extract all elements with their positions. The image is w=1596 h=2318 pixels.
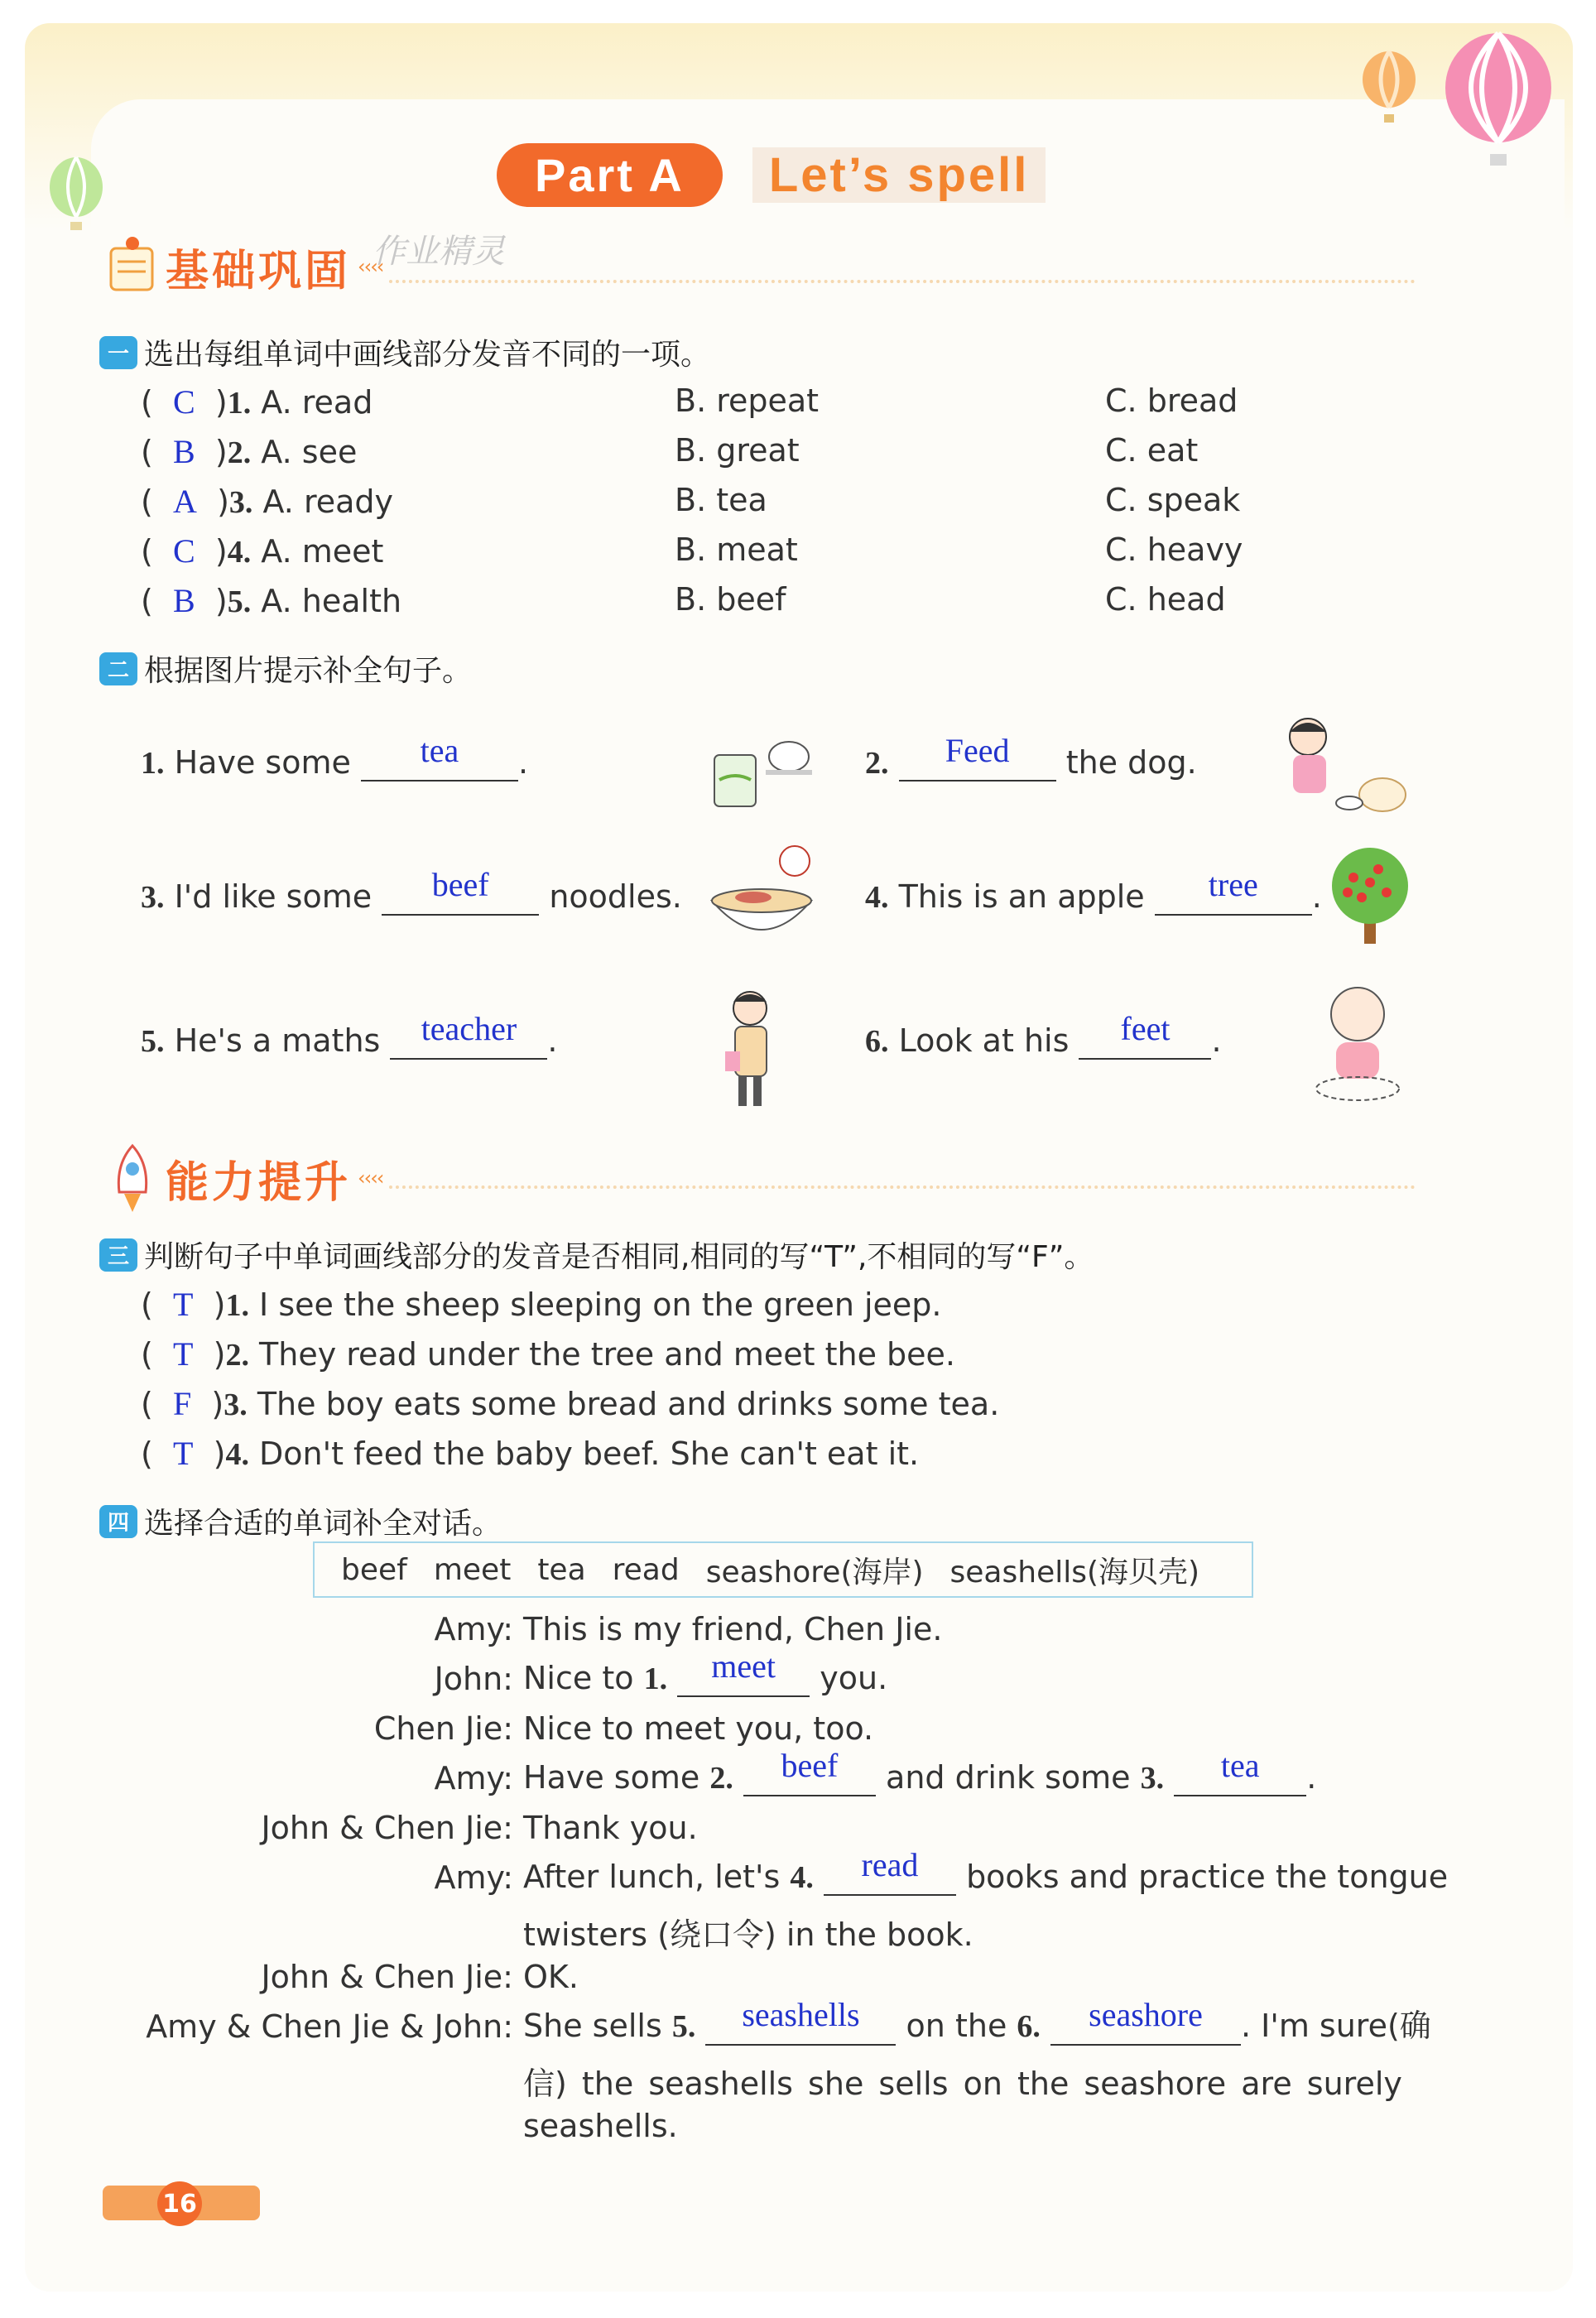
instruction: 判断句子中单词画线部分的发音是否相同,相同的写“T”,不相同的写“F”。: [144, 1240, 1094, 1274]
answer: A: [173, 483, 197, 520]
word-bank-item: seashore(海岸): [705, 1555, 924, 1589]
dialogue-line: Thank you.: [523, 1810, 698, 1846]
answer-blank: teacher: [390, 1015, 547, 1060]
question-number: 一: [99, 336, 137, 369]
answer-blank: tree: [1155, 871, 1312, 916]
q1-option-b: B. tea: [675, 482, 767, 518]
speaker: John & Chen Jie:: [261, 1810, 513, 1846]
q2-item-3: 3. I'd like some beef noodles.: [141, 866, 682, 915]
girl-dog-icon: [1267, 714, 1416, 821]
answer-blank: beef: [743, 1752, 876, 1796]
divider: [389, 1185, 1416, 1189]
answer: T: [173, 1435, 194, 1472]
q1-option-b: B. great: [675, 432, 800, 469]
answer: B: [173, 582, 195, 619]
word-bank-item: tea: [537, 1552, 586, 1587]
section-label-basic: 基础巩固: [166, 246, 352, 296]
question-2-heading: [99, 647, 472, 690]
q1-item: ( B )2. A. see: [141, 433, 358, 470]
dialogue-line: seashells.: [523, 2108, 678, 2144]
instruction: 根据图片提示补全句子。: [144, 654, 473, 688]
answer-blank: Feed: [899, 737, 1056, 781]
q1-option-c: C. speak: [1105, 482, 1241, 518]
answer-blank: tea: [1174, 1752, 1306, 1796]
q2-item-5: 5. He's a maths teacher .: [141, 1010, 558, 1059]
speaker: Chen Jie:: [373, 1710, 513, 1747]
page-number: 16: [157, 2181, 202, 2226]
question-number: 二: [99, 652, 137, 685]
dialogue-line: OK.: [523, 1959, 579, 1995]
tea-icon: [708, 722, 815, 813]
dialogue-line: After lunch, let's 4. read books and practice the tongue: [523, 1846, 1449, 1895]
baby-icon: [1308, 981, 1407, 1105]
q3-item: ( T )2. They read under the tree and meet the bee.: [141, 1335, 955, 1373]
q3-item: ( T )4. Don't feed the baby beef. She can't eat it.: [141, 1435, 920, 1472]
q1-item: ( C )1. A. read: [141, 383, 373, 421]
q2-item-4: 4. This is an apple tree .: [865, 866, 1322, 915]
balloon-left-icon: [43, 156, 109, 238]
answer-blank: feet: [1079, 1015, 1211, 1060]
answer: B: [173, 433, 195, 470]
rocket-icon: [99, 1142, 166, 1214]
speaker: Amy:: [434, 1859, 513, 1896]
page-title: [497, 139, 1046, 210]
speaker: Amy:: [434, 1760, 513, 1796]
arrows-decoration: ‹‹‹‹: [358, 1166, 383, 1190]
answer-blank: beef: [382, 871, 539, 916]
answer: C: [173, 383, 195, 421]
q1-item: ( C )4. A. meet: [141, 532, 384, 570]
dialogue-line: This is my friend, Chen Jie.: [523, 1611, 943, 1647]
dialogue-line: twisters (绕口令) in the book.: [523, 1916, 973, 1953]
dialogue-line: Nice to meet you, too.: [523, 1710, 874, 1747]
balloon-small-icon: [1358, 50, 1421, 129]
instruction: 选择合适的单词补全对话。: [144, 1507, 502, 1541]
q1-item: ( A )3. A. ready: [141, 483, 394, 520]
q2-item-2: 2. Feed the dog.: [865, 732, 1197, 781]
dialogue-line: Have some 2. beef and drink some 3. tea .: [523, 1747, 1317, 1796]
answer-blank: seashells: [705, 2001, 896, 2046]
section-heading-basic: [99, 235, 382, 298]
answer-blank: read: [824, 1851, 956, 1896]
answer: C: [173, 532, 195, 570]
dialogue-line: Nice to 1. meet you.: [523, 1647, 888, 1696]
word-bank: [313, 1541, 1253, 1598]
speaker: Amy:: [434, 1611, 513, 1647]
q1-option-c: C. bread: [1105, 382, 1238, 419]
watermark: 作业精灵: [373, 233, 505, 271]
arrows-decoration: ‹‹‹‹: [358, 255, 383, 278]
question-1-heading: [99, 331, 710, 373]
part-label: Part A: [497, 143, 723, 207]
answer-blank: meet: [677, 1652, 810, 1697]
speaker: John:: [434, 1661, 513, 1697]
answer: T: [173, 1335, 194, 1373]
beef-noodles-icon: [704, 843, 828, 950]
answer-blank: seashore: [1050, 2001, 1241, 2046]
apple-tree-icon: [1324, 844, 1416, 950]
question-number: 四: [99, 1505, 137, 1538]
word-bank-item: meet: [433, 1552, 512, 1587]
word-bank-item: beef: [341, 1552, 407, 1587]
teacher-icon: [714, 985, 788, 1109]
q1-option-c: C. eat: [1105, 432, 1199, 469]
q2-item-1: 1. Have some tea .: [141, 732, 529, 781]
section-heading-advanced: [99, 1142, 382, 1214]
section-label-advanced: 能力提升: [166, 1157, 352, 1208]
answer: F: [173, 1385, 192, 1422]
dialogue-line: She sells 5. seashells on the 6. seashore . I'm sure(确: [523, 1996, 1431, 2044]
q1-option-b: B. repeat: [675, 382, 820, 419]
q1-option-b: B. beef: [675, 581, 786, 618]
q3-item: ( T )1. I see the sheep sleeping on the green jeep.: [141, 1286, 942, 1323]
scroll-icon: [99, 235, 166, 298]
question-3-heading: [99, 1234, 1094, 1276]
speaker: Amy & Chen Jie & John:: [146, 2008, 513, 2045]
divider: [389, 280, 1416, 283]
answer: T: [173, 1286, 194, 1323]
q2-item-6: 6. Look at his feet .: [865, 1010, 1222, 1059]
word-bank-item: seashells(海贝壳): [949, 1555, 1200, 1589]
word-bank-item: read: [612, 1552, 680, 1587]
q1-option-c: C. heavy: [1105, 531, 1243, 568]
q3-item: ( F )3. The boy eats some bread and drinks some tea.: [141, 1385, 1000, 1422]
answer-blank: tea: [361, 737, 518, 781]
q1-option-c: C. head: [1105, 581, 1226, 618]
instruction: 选出每组单词中画线部分发音不同的一项。: [144, 338, 711, 372]
lesson-title: Let’s spell: [752, 147, 1046, 203]
dialogue-line: 信) the seashells she sells on the seashore are surely: [523, 2066, 1402, 2102]
speaker: John & Chen Jie:: [261, 1959, 513, 1995]
question-4-heading: [99, 1500, 502, 1542]
q1-option-b: B. meat: [675, 531, 798, 568]
balloon-pink-icon: [1440, 31, 1556, 172]
question-number: 三: [99, 1238, 137, 1272]
q1-item: ( B )5. A. health: [141, 582, 402, 619]
